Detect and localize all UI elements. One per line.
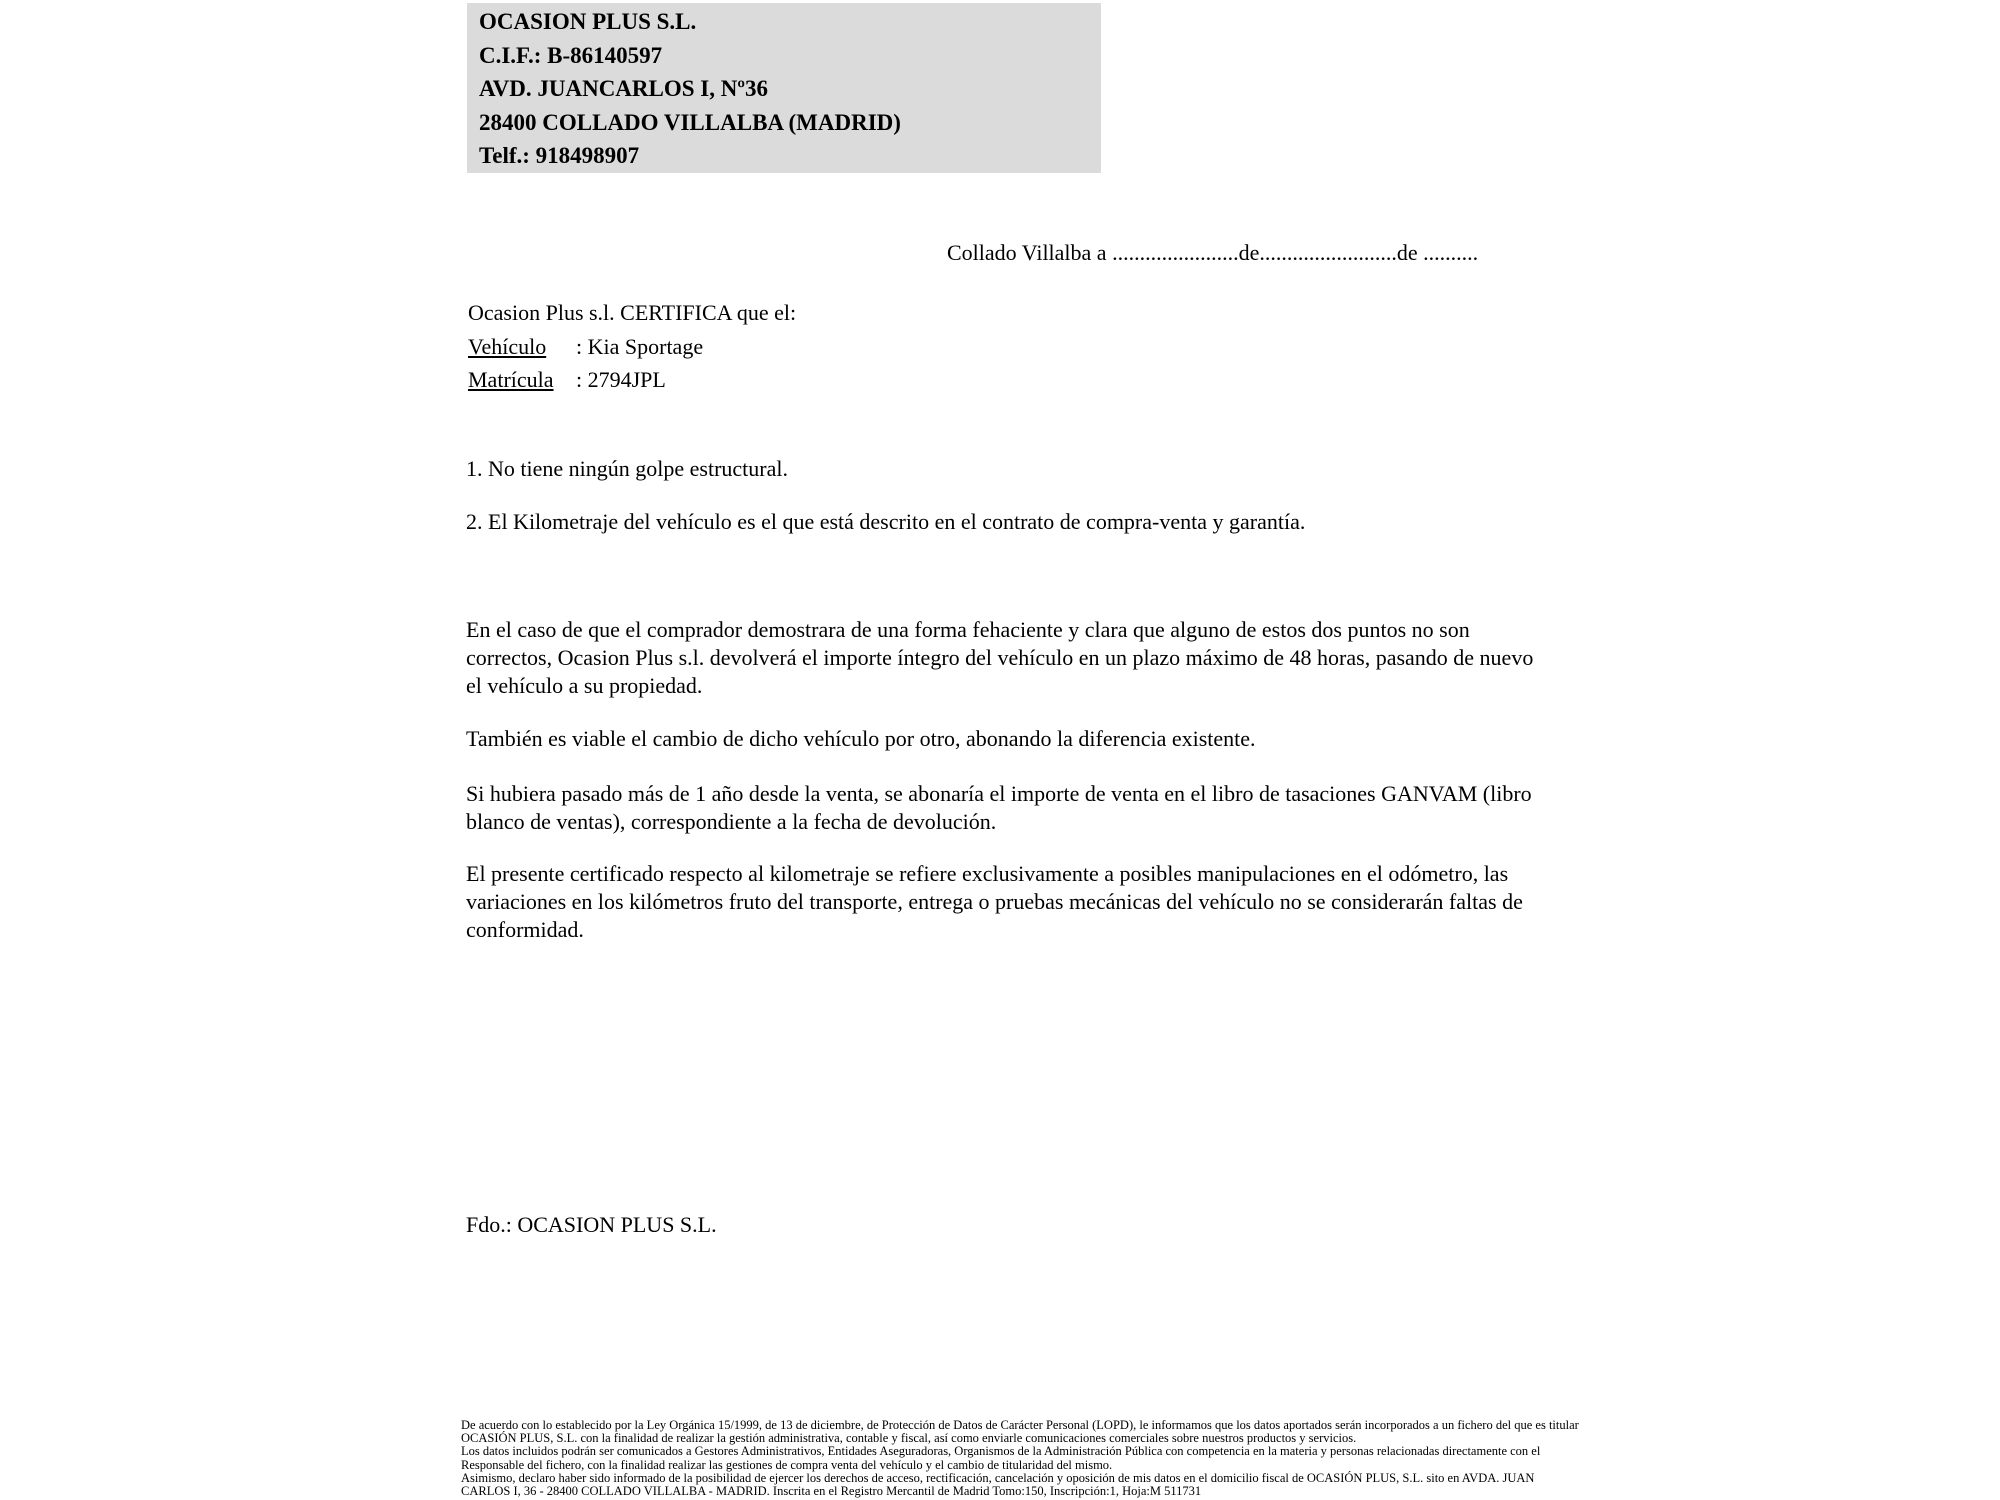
legal-footer-line: De acuerdo con lo establecido por la Ley Orgánica 15/1999, de 13 de diciembre, de Protección de Datos de Carácter Personal (LOPD), le informamos que los datos aportados serán incorporados a un fichero del que es titular (461, 1418, 1579, 1432)
company-phone: Telf.: 918498907 (479, 143, 640, 168)
company-name: OCASION PLUS S.L. (479, 9, 697, 34)
plate-field-label: Matrícula (468, 367, 554, 392)
legal-footer-line: Los datos incluidos podrán ser comunicados a Gestores Administrativos, Entidades Aseguradoras, Organismos de la Administración Pública con competencia en la materia y personas relacionadas directamente con el (461, 1444, 1541, 1459)
exchange-clause-paragraph: También es viable el cambio de dicho vehículo por otro, abonando la diferencia existente. (466, 726, 1256, 751)
odometer-clause-paragraph: El presente certificado respecto al kilometraje se refiere exclusivamente a posibles manipulaciones en el odómetro, las variaciones en los kilómetros fruto del transporte, entrega o pruebas mecánicas del vehículo no se considerarán faltas de conformidad. (466, 861, 1523, 942)
plate-field-value: : 2794JPL (576, 367, 666, 392)
legal-footer-line: Responsable del fichero, con la finalidad realizar las gestiones de compra venta del vehículo y el cambio de titularidad del mismo. (461, 1457, 1113, 1472)
company-letterhead (467, 3, 1101, 173)
company-city: 28400 COLLADO VILLALBA (MADRID) (479, 109, 901, 135)
legal-footer (461, 1418, 1579, 1499)
plate-field-row (468, 363, 796, 397)
legal-footer-line: OCASIÓN PLUS, S.L. con la finalidad de realizar la gestión administrativa, contable y fiscal, así como enviarle comunicaciones comerciales sobre nuestros productos y servicios. (461, 1431, 1357, 1446)
signature-line: Fdo.: OCASION PLUS S.L. (466, 1212, 717, 1237)
refund-clause-paragraph: En el caso de que el comprador demostrara de una forma fehaciente y clara que alguno de estos dos puntos no son correctos, Ocasion Plus s.l. devolverá el importe íntegro del vehículo en un plazo máximo de 48 horas, pasando de nuevo el vehículo a su propiedad. (466, 617, 1534, 698)
vehicle-field-row (468, 330, 796, 364)
date-line: Collado Villalba a .......................de.........................de .......... (947, 240, 1479, 265)
certified-point-2: 2. El Kilometraje del vehículo es el que está descrito en el contrato de compra-venta y garantía. (466, 509, 1306, 534)
certified-point-1: 1. No tiene ningún golpe estructural. (466, 456, 788, 481)
ganvam-clause-paragraph: Si hubiera pasado más de 1 año desde la venta, se abonaría el importe de venta en el libro de tasaciones GANVAM (libro blanco de ventas), correspondiente a la fecha de devolución. (466, 781, 1532, 834)
vehicle-field-label: Vehículo (468, 333, 547, 359)
company-address: AVD. JUANCARLOS I, Nº36 (479, 76, 768, 101)
certifica-intro: Ocasion Plus s.l. CERTIFICA que el: (468, 300, 797, 325)
vehicle-field-value: : Kia Sportage (576, 333, 704, 359)
legal-footer-line: CARLOS I, 36 - 28400 COLLADO VILLALBA - MADRID. Inscrita en el Registro Mercantil de Madrid Tomo:150, Inscripción:1, Hoja:M 511731 (461, 1484, 1202, 1499)
certification-block (468, 296, 796, 397)
company-cif: C.I.F.: B-86140597 (479, 42, 663, 68)
legal-footer-line: Asimismo, declaro haber sido informado de la posibilidad de ejercer los derechos de acceso, rectificación, cancelación y oposición de mis datos en el domicilio fiscal de OCASIÓN PLUS, S.L. sito en AVDA. JUAN (461, 1470, 1535, 1485)
